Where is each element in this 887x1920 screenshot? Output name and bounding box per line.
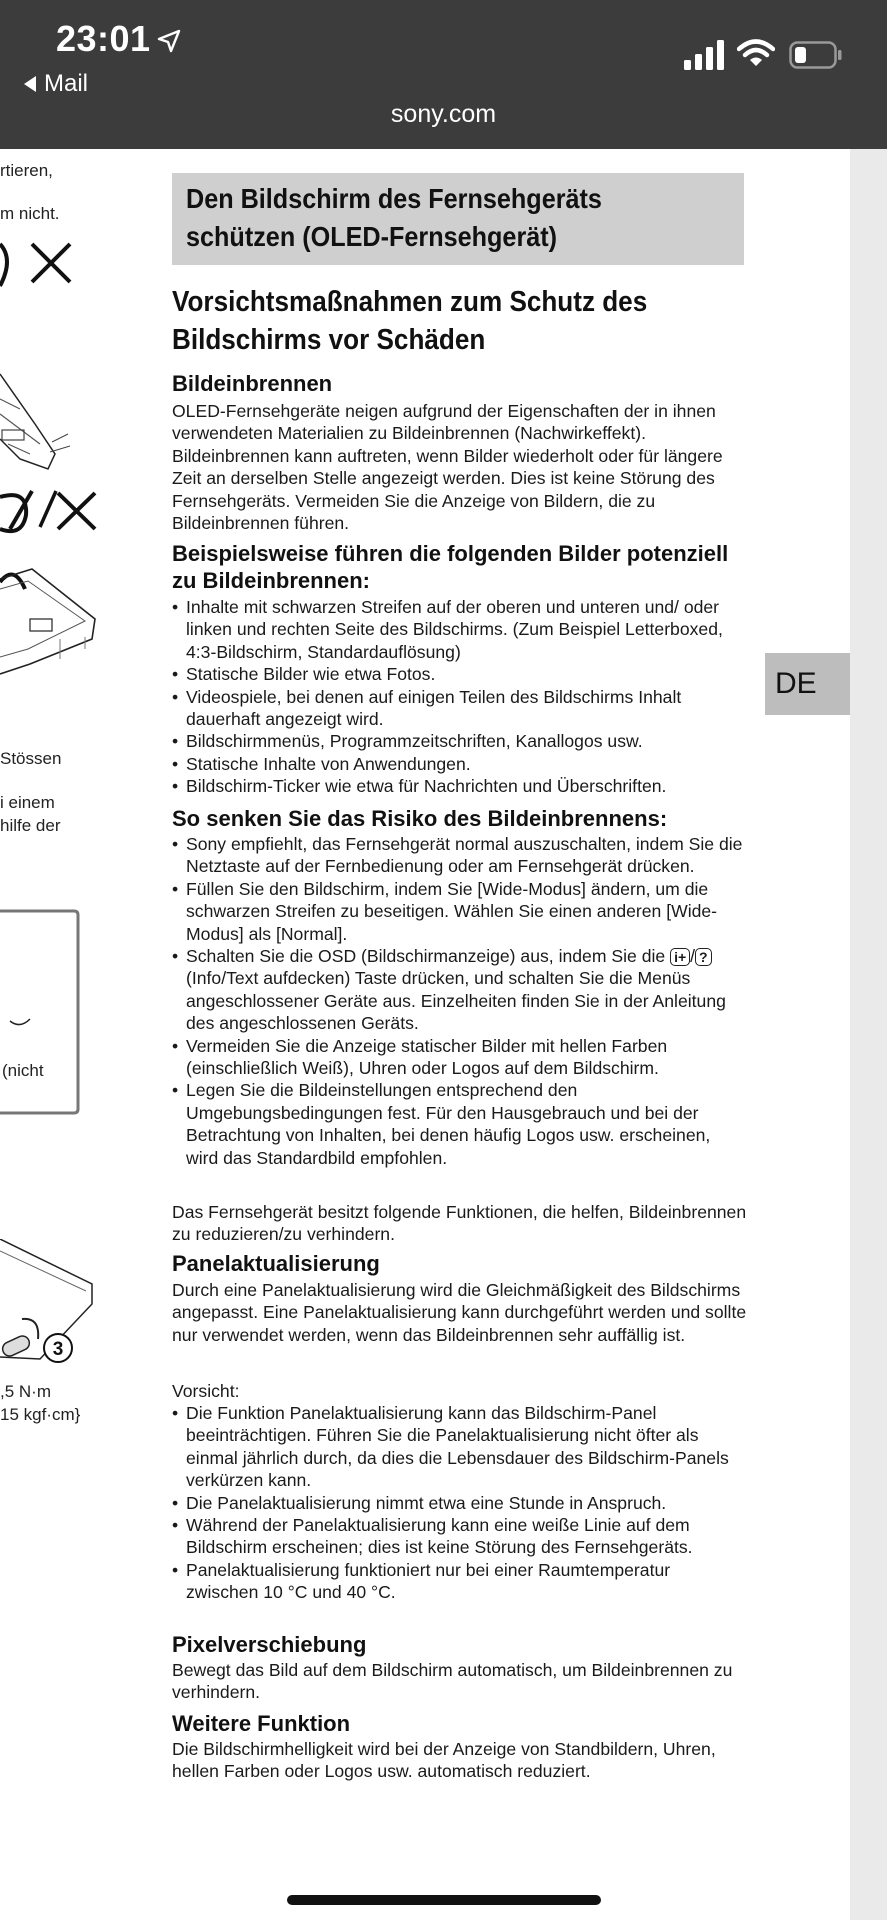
key-separator: / — [690, 946, 696, 967]
list-item: • Während der Panelaktualisierung kann eine weiße Linie auf dem Bildschirm erscheinen; dies ist keine Störung des Fernsehgeräts. — [172, 1514, 747, 1559]
list-item: • Die Funktion Panelaktualisierung kann das Bildschirm-Panel beeinträchtigen. Führen Sie die Panelaktualisierung nicht öfter als einmal jährlich durch, da dies die Lebensdauer des Bildschirm-Panels verkürzen kann. — [172, 1402, 747, 1492]
left-fragment: (nicht — [2, 1061, 44, 1080]
other-function-text: Die Bildschirmhelligkeit wird bei der Anzeige von Standbildern, Uhren, hellen Farben oder Logos usw. automatisch reduziert. — [172, 1739, 716, 1782]
battery-icon — [789, 41, 842, 69]
list-item: • Videospiele, bei denen auf einigen Teilen des Bildschirms Inhalt dauerhaft angezeigt wird. — [172, 686, 747, 731]
burnin-text: OLED-Fernsehgeräte neigen aufgrund der Eigenschaften der in ihnen verwendeten Materialien zu Bildeinbrennen (Nachwirkeffekt). Bildeinbrennen kann auftreten, wenn Bilder wiederholt oder für längere Zeit an derselben Stelle angezeigt werden. Dies ist keine Störung des Fernsehgeräts. Vermeiden Sie die Anzeige von Bildern, die zu Bildeinbrennen führen. — [172, 401, 723, 534]
pixel-shift-heading: Pixelverschiebung — [172, 1632, 367, 1657]
burnin-heading: Bildeinbrennen — [172, 371, 333, 396]
examples-list — [172, 596, 747, 798]
back-label: Mail — [44, 70, 89, 97]
language-tab: DE — [765, 653, 850, 715]
other-function-heading: Weitere Funktion — [172, 1711, 351, 1736]
left-fragment: rtieren, — [0, 161, 53, 180]
list-item — [172, 945, 747, 1035]
osd-text-pre: Schalten Sie die OSD (Bildschirmanzeige) aus, indem Sie die — [186, 946, 666, 967]
list-item: • Vermeiden Sie die Anzeige statischer Bilder mit hellen Farben (einschließlich Weiß), Uhren oder Logos auf dem Bildschirm. — [172, 1035, 747, 1080]
left-fragment: Stössen — [0, 749, 62, 768]
reduce-list — [172, 833, 747, 1169]
list-item: • Füllen Sie den Bildschirm, indem Sie [Wide-Modus] ändern, um die schwarzen Streifen zu beseitigen. Wählen Sie einen anderen [Wide-Modus] als [Normal]. — [172, 878, 747, 945]
left-fragment: ,5 N·m — [0, 1382, 51, 1401]
step-number: 3 — [52, 1339, 64, 1360]
location-arrow-icon — [157, 29, 181, 53]
list-item: • Statische Bilder wie etwa Fotos. — [172, 663, 747, 685]
document-page[interactable] — [0, 149, 850, 1920]
list-item: • Legen Sie die Bildeinstellungen entsprechend den Umgebungsbedingungen fest. Für den Hausgebrauch und bei der Betrachtung von Inhalten, bei denen häufig Logos usw. erscheinen, wird das Standardbild empfohlen. — [172, 1079, 747, 1169]
info-key-icon: i+ — [670, 948, 690, 966]
panel-heading: Panelaktualisierung — [172, 1251, 380, 1276]
page-host: sony.com — [390, 100, 497, 128]
status-bar — [0, 0, 887, 149]
mounting-screw-illustration — [0, 1239, 100, 1399]
section-header-box — [172, 173, 744, 265]
list-item: • Statische Inhalte von Anwendungen. — [172, 753, 747, 775]
main-heading: Vorsichtsmaßnahmen zum Schutz des Bildschirms vor Schäden — [172, 286, 648, 356]
list-item: • Bildschirmmenüs, Programmzeitschriften, Kanallogos usw. — [172, 730, 747, 752]
left-fragment: i einem — [0, 793, 55, 812]
pixel-shift-text: Bewegt das Bild auf dem Bildschirm automatisch, um Bildeinbrennen zu verhindern. — [172, 1660, 733, 1703]
list-item: • Panelaktualisierung funktioniert nur bei einer Raumtemperatur zwischen 10 °C und 40 °C. — [172, 1559, 747, 1604]
status-time: 23:01 — [56, 18, 151, 59]
list-item: • Sony empfiehlt, das Fernsehgerät normal auszuschalten, indem Sie die Netztaste auf der Fernbedienung oder am Fernsehgerät drücken. — [172, 833, 747, 878]
section-title: Den Bildschirm des Fernsehgeräts schützen (OLED-Fernsehgerät) — [186, 183, 602, 252]
list-item: • Inhalte mit schwarzen Streifen auf der oberen und unteren und/ oder linken und rechten Seite des Bildschirms. (Zum Beispiel Letterboxed, 4:3-Bildschirm, Standardauflösung) — [172, 596, 747, 663]
reduce-heading: So senken Sie das Risiko des Bildeinbrennens: — [172, 806, 668, 831]
panel-text: Durch eine Panelaktualisierung wird die Gleichmäßigkeit des Bildschirms angepasst. Eine Panelaktualisierung kann durchgeführt werden und sollte nur verwendet werden, wenn das Bildeinbrennen sehr auffällig ist. — [172, 1280, 747, 1345]
caution-list — [172, 1402, 747, 1604]
list-item: • Bildschirm-Ticker wie etwa für Nachrichten und Überschriften. — [172, 775, 747, 797]
functions-note: Das Fernsehgerät besitzt folgende Funktionen, die helfen, Bildeinbrennen zu reduzieren/zu verhindern. — [172, 1202, 747, 1245]
back-arrow-icon — [24, 76, 36, 92]
cellular-signal-icon — [684, 40, 724, 70]
illustration-frame — [0, 909, 80, 1119]
left-fragment: hilfe der — [0, 816, 61, 835]
installation-illustration — [0, 489, 110, 819]
list-item: • Die Panelaktualisierung nimmt etwa eine Stunde in Anspruch. — [172, 1492, 747, 1514]
left-fragment: 15 kgf·cm} — [0, 1405, 81, 1424]
examples-heading: Beispielsweise führen die folgenden Bilder potenziell zu Bildeinbrennen: — [172, 541, 729, 593]
left-fragment: m nicht. — [0, 204, 60, 223]
help-key-icon: ? — [695, 948, 712, 966]
wifi-icon — [737, 38, 775, 68]
osd-text-post: (Info/Text aufdecken) Taste drücken, und schalten Sie die Menüs angeschlossener Geräte aus. Einzelheiten finden Sie in der Anleitung des angeschlossenen Geräts. — [186, 968, 726, 1034]
page-edge — [850, 149, 887, 1920]
back-to-mail-button[interactable] — [24, 70, 88, 98]
home-indicator[interactable] — [287, 1895, 601, 1905]
caution-label: Vorsicht: — [172, 1381, 240, 1401]
